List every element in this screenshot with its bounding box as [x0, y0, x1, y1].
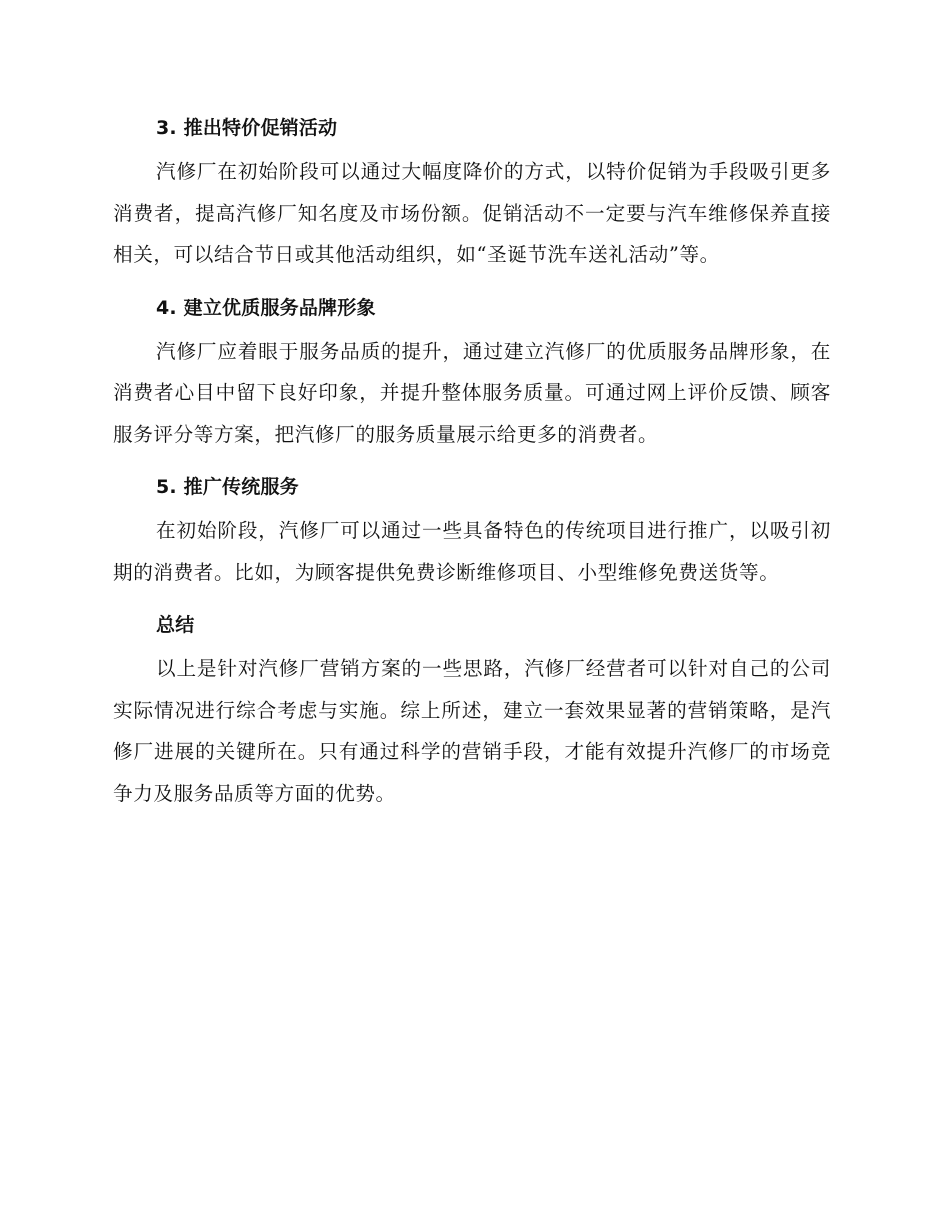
- section-paragraph: 汽修厂应着眼于服务品质的提升，通过建立汽修厂的优质服务品牌形象，在消费者心目中留下良好印象，并提升整体服务质量。可通过网上评价反馈、顾客服务评分等方案，把汽修厂的服务质量展示给更多的消费者。: [113, 339, 831, 446]
- section-traditional-services: [113, 467, 831, 593]
- section-special-promotion: [113, 108, 831, 276]
- section-heading: 5. 推广传统服务: [156, 476, 299, 498]
- document-content: [113, 108, 831, 826]
- section-paragraph: 以上是针对汽修厂营销方案的一些思路，汽修厂经营者可以针对自己的公司实际情况进行综合考虑与实施。综上所述，建立一套效果显著的营销策略，是汽修厂进展的关键所在。只有通过科学的营销手段，才能有效提升汽修厂的市场竞争力及服务品质等方面的优势。: [113, 657, 831, 805]
- section-paragraph: 汽修厂在初始阶段可以通过大幅度降价的方式，以特价促销为手段吸引更多消费者，提高汽修厂知名度及市场份额。促销活动不一定要与汽车维修保养直接相关，可以结合节日或其他活动组织，如“圣诞节洗车送礼活动”等。: [113, 160, 831, 266]
- section-summary: [113, 605, 831, 814]
- section-heading: 总结: [156, 614, 195, 636]
- section-service-brand: [113, 288, 831, 456]
- section-heading: 3. 推出特价促销活动: [156, 117, 338, 139]
- section-heading: 4. 建立优质服务品牌形象: [156, 296, 376, 319]
- section-paragraph: 在初始阶段，汽修厂可以通过一些具备特色的传统项目进行推广，以吸引初期的消费者。比如，为顾客提供免费诊断维修项目、小型维修免费送货等。: [113, 519, 831, 584]
